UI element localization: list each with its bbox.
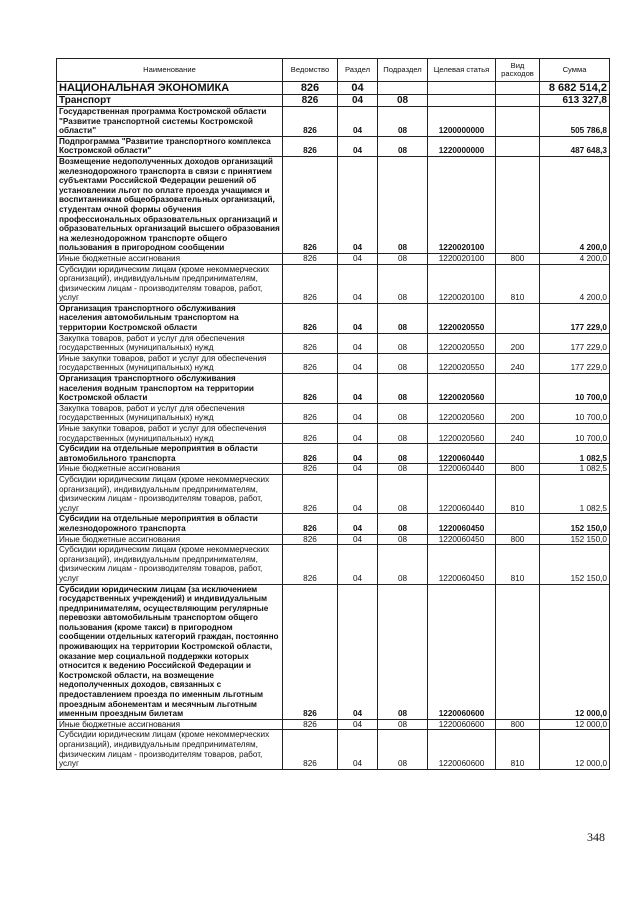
cell-vid: 810	[496, 474, 540, 513]
cell-name: Иные закупки товаров, работ и услуг для обеспечения государственных (муниципальных) нужд	[57, 353, 283, 373]
cell-statya: 1220020100	[428, 156, 496, 253]
cell-name: Подпрограмма "Развитие транспортного комплекса Костромской области"	[57, 136, 283, 156]
cell-podrazdel	[378, 82, 428, 95]
cell-vedomstvo: 826	[283, 730, 338, 769]
cell-statya: 1220060600	[428, 584, 496, 719]
table-row	[57, 353, 610, 373]
cell-vedomstvo: 826	[283, 82, 338, 95]
cell-razdel: 04	[338, 264, 378, 303]
cell-summa: 4 200,0	[540, 264, 610, 303]
cell-name: Организация транспортного обслуживания населения водным транспортом на территории Костромской области	[57, 374, 283, 404]
cell-vedomstvo: 826	[283, 136, 338, 156]
cell-podrazdel: 08	[378, 95, 428, 107]
cell-vedomstvo: 826	[283, 444, 338, 464]
table-row	[57, 514, 610, 534]
cell-podrazdel: 08	[378, 107, 428, 137]
cell-summa: 4 200,0	[540, 156, 610, 253]
cell-summa: 505 786,8	[540, 107, 610, 137]
cell-name: Закупка товаров, работ и услуг для обеспечения государственных (муниципальных) нужд	[57, 403, 283, 423]
cell-statya: 1220060450	[428, 514, 496, 534]
cell-name: Иные бюджетные ассигнования	[57, 719, 283, 730]
table-row	[57, 424, 610, 444]
cell-vedomstvo: 826	[283, 403, 338, 423]
table-row	[57, 374, 610, 404]
header-razdel: Раздел	[338, 59, 378, 82]
cell-razdel: 04	[338, 514, 378, 534]
table-header-row	[57, 59, 610, 82]
header-podrazdel: Подраздел	[378, 59, 428, 82]
cell-vedomstvo: 826	[283, 534, 338, 545]
cell-razdel: 04	[338, 584, 378, 719]
table-row	[57, 444, 610, 464]
cell-razdel: 04	[338, 333, 378, 353]
budget-table	[56, 58, 610, 770]
cell-vedomstvo: 826	[283, 545, 338, 584]
cell-vid: 800	[496, 719, 540, 730]
cell-summa: 4 200,0	[540, 253, 610, 264]
cell-name: Субсидии юридическим лицам (кроме некоммерческих организаций), индивидуальным предпринимателям, физическим лицам - производителям товаров, работ, услуг	[57, 474, 283, 513]
cell-vedomstvo: 826	[283, 374, 338, 404]
cell-statya: 1220060450	[428, 545, 496, 584]
table-row	[57, 264, 610, 303]
cell-vedomstvo: 826	[283, 107, 338, 137]
table-row	[57, 719, 610, 730]
cell-name: Иные закупки товаров, работ и услуг для обеспечения государственных (муниципальных) нужд	[57, 424, 283, 444]
cell-vid: 800	[496, 534, 540, 545]
header-statya: Целевая статья	[428, 59, 496, 82]
cell-summa: 10 700,0	[540, 424, 610, 444]
cell-razdel: 04	[338, 719, 378, 730]
cell-razdel: 04	[338, 136, 378, 156]
page-number: 348	[587, 830, 605, 844]
cell-podrazdel: 08	[378, 474, 428, 513]
cell-vedomstvo: 826	[283, 464, 338, 475]
cell-summa: 8 682 514,2	[540, 82, 610, 95]
table-row	[57, 584, 610, 719]
cell-name: Организация транспортного обслуживания населения автомобильным транспортом на территории Костромской области	[57, 303, 283, 333]
cell-vid: 200	[496, 333, 540, 353]
cell-vedomstvo: 826	[283, 719, 338, 730]
cell-vedomstvo: 826	[283, 333, 338, 353]
cell-vid	[496, 374, 540, 404]
cell-summa: 12 000,0	[540, 719, 610, 730]
cell-vid	[496, 82, 540, 95]
cell-name: Транспорт	[57, 95, 283, 107]
cell-podrazdel: 08	[378, 374, 428, 404]
cell-podrazdel: 08	[378, 403, 428, 423]
cell-vid	[496, 444, 540, 464]
cell-summa: 152 150,0	[540, 514, 610, 534]
cell-podrazdel: 08	[378, 303, 428, 333]
cell-vid: 800	[496, 464, 540, 475]
cell-statya	[428, 95, 496, 107]
cell-name: НАЦИОНАЛЬНАЯ ЭКОНОМИКА	[57, 82, 283, 95]
cell-podrazdel: 08	[378, 534, 428, 545]
cell-summa: 1 082,5	[540, 474, 610, 513]
cell-summa: 10 700,0	[540, 403, 610, 423]
cell-razdel: 04	[338, 353, 378, 373]
cell-vedomstvo: 826	[283, 264, 338, 303]
cell-statya: 1220060440	[428, 444, 496, 464]
cell-statya: 1220020560	[428, 403, 496, 423]
cell-vid	[496, 107, 540, 137]
cell-razdel: 04	[338, 545, 378, 584]
cell-name: Субсидии на отдельные мероприятия в области железнодорожного транспорта	[57, 514, 283, 534]
cell-summa: 177 229,0	[540, 353, 610, 373]
cell-vid	[496, 156, 540, 253]
cell-vid	[496, 95, 540, 107]
cell-statya: 1220020560	[428, 374, 496, 404]
cell-statya	[428, 82, 496, 95]
cell-statya: 1220060450	[428, 534, 496, 545]
table-row	[57, 253, 610, 264]
cell-razdel: 04	[338, 303, 378, 333]
cell-name: Возмещение недополученных доходов организаций железнодорожного транспорта в связи с принятием субъектами Российской Федерации решений об установлении льгот по оплате проезда учащимся и воспитанникам общеобразовательных организаций, студентам очной формы обучения профессиональных образовательных организаций и образовательных организаций высшего образования на железнодорожном транспорте общего пользования в пригородном сообщении	[57, 156, 283, 253]
table-row	[57, 403, 610, 423]
cell-vid	[496, 303, 540, 333]
cell-vid: 800	[496, 253, 540, 264]
header-name: Наименование	[57, 59, 283, 82]
cell-podrazdel: 08	[378, 424, 428, 444]
cell-vid	[496, 584, 540, 719]
cell-name: Субсидии на отдельные мероприятия в области автомобильного транспорта	[57, 444, 283, 464]
cell-vedomstvo: 826	[283, 424, 338, 444]
cell-summa: 487 648,3	[540, 136, 610, 156]
cell-vid	[496, 136, 540, 156]
table-row	[57, 303, 610, 333]
cell-vedomstvo: 826	[283, 353, 338, 373]
table-row	[57, 333, 610, 353]
table-row	[57, 82, 610, 95]
cell-statya: 1220020100	[428, 253, 496, 264]
cell-summa: 152 150,0	[540, 534, 610, 545]
cell-vid: 810	[496, 730, 540, 769]
cell-vid: 240	[496, 353, 540, 373]
cell-statya: 1220000000	[428, 136, 496, 156]
cell-name: Иные бюджетные ассигнования	[57, 464, 283, 475]
table-row	[57, 545, 610, 584]
cell-razdel: 04	[338, 107, 378, 137]
cell-vedomstvo: 826	[283, 303, 338, 333]
cell-vedomstvo: 826	[283, 253, 338, 264]
table-row	[57, 534, 610, 545]
table-row	[57, 107, 610, 137]
cell-statya: 1220060600	[428, 730, 496, 769]
cell-podrazdel: 08	[378, 730, 428, 769]
cell-summa: 152 150,0	[540, 545, 610, 584]
cell-podrazdel: 08	[378, 253, 428, 264]
cell-summa: 1 082,5	[540, 444, 610, 464]
cell-podrazdel: 08	[378, 136, 428, 156]
cell-summa: 1 082,5	[540, 464, 610, 475]
cell-razdel: 04	[338, 474, 378, 513]
cell-podrazdel: 08	[378, 584, 428, 719]
header-vid: Вид расходов	[496, 59, 540, 82]
cell-statya: 1200000000	[428, 107, 496, 137]
cell-name: Субсидии юридическим лицам (кроме некоммерческих организаций), индивидуальным предпринимателям, физическим лицам - производителям товаров, работ, услуг	[57, 730, 283, 769]
cell-razdel: 04	[338, 82, 378, 95]
cell-vedomstvo: 826	[283, 474, 338, 513]
cell-summa: 177 229,0	[540, 333, 610, 353]
cell-razdel: 04	[338, 253, 378, 264]
cell-podrazdel: 08	[378, 444, 428, 464]
cell-summa: 12 000,0	[540, 584, 610, 719]
cell-statya: 1220060440	[428, 464, 496, 475]
cell-razdel: 04	[338, 424, 378, 444]
cell-vedomstvo: 826	[283, 95, 338, 107]
cell-vid: 240	[496, 424, 540, 444]
cell-summa: 613 327,8	[540, 95, 610, 107]
cell-name: Иные бюджетные ассигнования	[57, 253, 283, 264]
cell-razdel: 04	[338, 156, 378, 253]
cell-razdel: 04	[338, 403, 378, 423]
cell-statya: 1220020550	[428, 353, 496, 373]
cell-name: Государственная программа Костромской области "Развитие транспортной системы Костромской области"	[57, 107, 283, 137]
table-row	[57, 136, 610, 156]
cell-statya: 1220020100	[428, 264, 496, 303]
table-row	[57, 156, 610, 253]
cell-razdel: 04	[338, 95, 378, 107]
cell-statya: 1220060440	[428, 474, 496, 513]
cell-razdel: 04	[338, 444, 378, 464]
table-row	[57, 730, 610, 769]
table-row	[57, 95, 610, 107]
table-row	[57, 464, 610, 475]
header-vedomstvo: Ведомство	[283, 59, 338, 82]
cell-vid	[496, 514, 540, 534]
budget-table-sheet	[56, 58, 609, 770]
cell-statya: 1220020550	[428, 303, 496, 333]
cell-podrazdel: 08	[378, 719, 428, 730]
cell-name: Субсидии юридическим лицам (кроме некоммерческих организаций), индивидуальным предпринимателям, физическим лицам - производителям товаров, работ, услуг	[57, 545, 283, 584]
header-summa: Сумма	[540, 59, 610, 82]
cell-podrazdel: 08	[378, 353, 428, 373]
table-body	[57, 82, 610, 770]
table-row	[57, 474, 610, 513]
cell-summa: 177 229,0	[540, 303, 610, 333]
cell-podrazdel: 08	[378, 464, 428, 475]
cell-vid: 810	[496, 545, 540, 584]
cell-statya: 1220020550	[428, 333, 496, 353]
cell-podrazdel: 08	[378, 545, 428, 584]
cell-name: Закупка товаров, работ и услуг для обеспечения государственных (муниципальных) нужд	[57, 333, 283, 353]
cell-podrazdel: 08	[378, 333, 428, 353]
cell-statya: 1220020560	[428, 424, 496, 444]
cell-statya: 1220060600	[428, 719, 496, 730]
cell-vedomstvo: 826	[283, 514, 338, 534]
cell-vedomstvo: 826	[283, 584, 338, 719]
cell-name: Субсидии юридическим лицам (за исключением государственных учреждений) и индивидуальным предпринимателям, осуществляющим регулярные перевозки автомобильным транспортом общего пользования (кроме такси) в пригородном сообщении отдельных категорий граждан, постоянно проживающих на территории Костромской области, оказание мер социальной поддержки которых относится к ведению Российской Федерации и Костромской области, на возмещение недополученных доходов, связанных с предоставлением проезда по именным льготным проездным абонементам и месячным льготным именным проездным билетам	[57, 584, 283, 719]
cell-name: Субсидии юридическим лицам (кроме некоммерческих организаций), индивидуальным предпринимателям, физическим лицам - производителям товаров, работ, услуг	[57, 264, 283, 303]
cell-summa: 12 000,0	[540, 730, 610, 769]
cell-podrazdel: 08	[378, 264, 428, 303]
cell-podrazdel: 08	[378, 514, 428, 534]
cell-name: Иные бюджетные ассигнования	[57, 534, 283, 545]
cell-razdel: 04	[338, 730, 378, 769]
cell-razdel: 04	[338, 374, 378, 404]
cell-summa: 10 700,0	[540, 374, 610, 404]
cell-vedomstvo: 826	[283, 156, 338, 253]
cell-vid: 200	[496, 403, 540, 423]
cell-razdel: 04	[338, 534, 378, 545]
cell-vid: 810	[496, 264, 540, 303]
cell-podrazdel: 08	[378, 156, 428, 253]
cell-razdel: 04	[338, 464, 378, 475]
